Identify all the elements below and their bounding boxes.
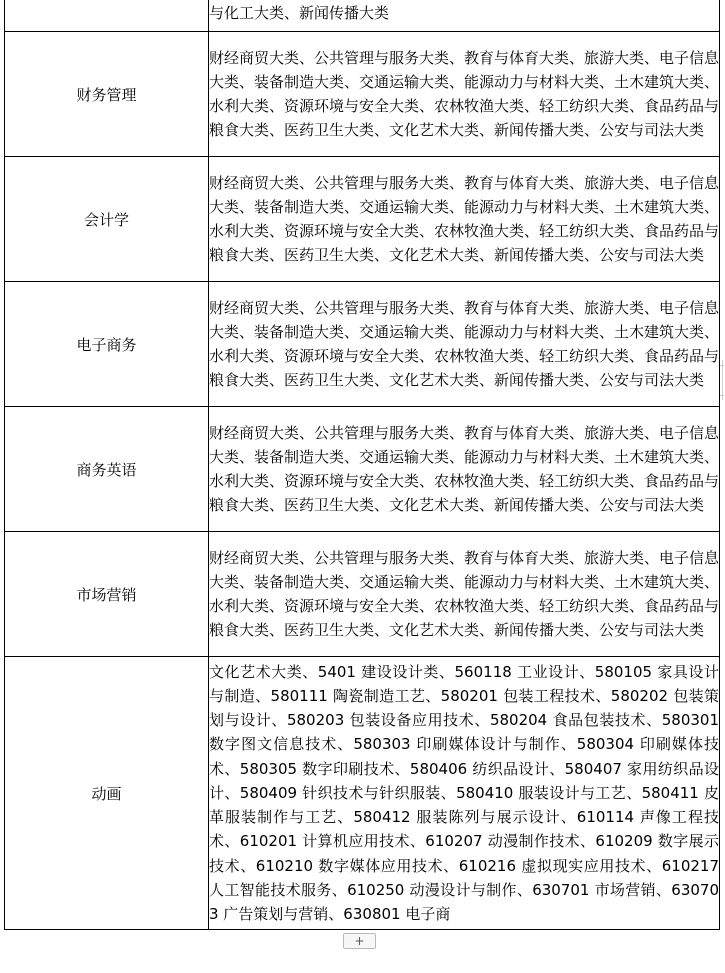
table-row [5, 407, 720, 532]
categories-cell: 与化工大类、新闻传播大类 [209, 0, 720, 32]
add-row-button[interactable]: + [343, 933, 376, 949]
major-cell: 电子商务 [5, 282, 209, 407]
margin-tick [720, 365, 724, 366]
categories-cell: 财经商贸大类、公共管理与服务大类、教育与体育大类、旅游大类、电子信息大类、装备制造大类、交通运输大类、能源动力与材料大类、土木建筑大类、水利大类、资源环境与安全大类、农林牧渔大类、轻工纺织大类、食品药品与粮食大类、医药卫生大类、文化艺术大类、新闻传播大类、公安与司法大类 [209, 532, 720, 657]
table-row [5, 0, 720, 32]
categories-cell: 财经商贸大类、公共管理与服务大类、教育与体育大类、旅游大类、电子信息大类、装备制造大类、交通运输大类、能源动力与材料大类、土木建筑大类、水利大类、资源环境与安全大类、农林牧渔大类、轻工纺织大类、食品药品与粮食大类、医药卫生大类、文化艺术大类、新闻传播大类、公安与司法大类 [209, 282, 720, 407]
table-row [5, 282, 720, 407]
major-cell [5, 0, 209, 32]
categories-cell: 财经商贸大类、公共管理与服务大类、教育与体育大类、旅游大类、电子信息大类、装备制造大类、交通运输大类、能源动力与材料大类、土木建筑大类、水利大类、资源环境与安全大类、农林牧渔大类、轻工纺织大类、食品药品与粮食大类、医药卫生大类、文化艺术大类、新闻传播大类、公安与司法大类 [209, 407, 720, 532]
categories-cell: 财经商贸大类、公共管理与服务大类、教育与体育大类、旅游大类、电子信息大类、装备制造大类、交通运输大类、能源动力与材料大类、土木建筑大类、水利大类、资源环境与安全大类、农林牧渔大类、轻工纺织大类、食品药品与粮食大类、医药卫生大类、文化艺术大类、新闻传播大类、公安与司法大类 [209, 157, 720, 282]
table-row [5, 532, 720, 657]
table-row [5, 32, 720, 157]
majors-table [4, 0, 720, 930]
major-cell: 会计学 [5, 157, 209, 282]
major-cell: 市场营销 [5, 532, 209, 657]
table-row [5, 157, 720, 282]
categories-cell: 文化艺术大类、5401 建设设计类、560118 工业设计、580105 家具设计与制造、580111 陶瓷制造工艺、580201 包装工程技术、580202 包装策划与设计、580203 包装设备应用技术、580204 食品包装技术、580301 数字图文信息技术、580303 印刷媒体设计与制作、580304 印刷媒体技术、580305 数字印刷技术、580406 纺织品设计、580407 家用纺织品设计、580409 针织技术与针织服装、580410 服装设计与工艺、580411 皮革服装制作与工艺、580412 服装陈列与展示设计、610114 声像工程技术、610201 计算机应用技术、610207 动漫制作技术、610209 数字展示技术、610210 数字媒体应用技术、610216 虚拟现实应用技术、610217 人工智能技术服务、610250 动漫设计与制作、630701 市场营销、630703 广告策划与营销、630801 电子商 [209, 657, 720, 930]
major-cell: 财务管理 [5, 32, 209, 157]
table-row [5, 657, 720, 930]
categories-cell: 财经商贸大类、公共管理与服务大类、教育与体育大类、旅游大类、电子信息大类、装备制造大类、交通运输大类、能源动力与材料大类、土木建筑大类、水利大类、资源环境与安全大类、农林牧渔大类、轻工纺织大类、食品药品与粮食大类、医药卫生大类、文化艺术大类、新闻传播大类、公安与司法大类 [209, 32, 720, 157]
margin-tick [720, 395, 724, 396]
major-cell: 商务英语 [5, 407, 209, 532]
margin-guide-line [722, 360, 723, 400]
major-cell: 动画 [5, 657, 209, 930]
